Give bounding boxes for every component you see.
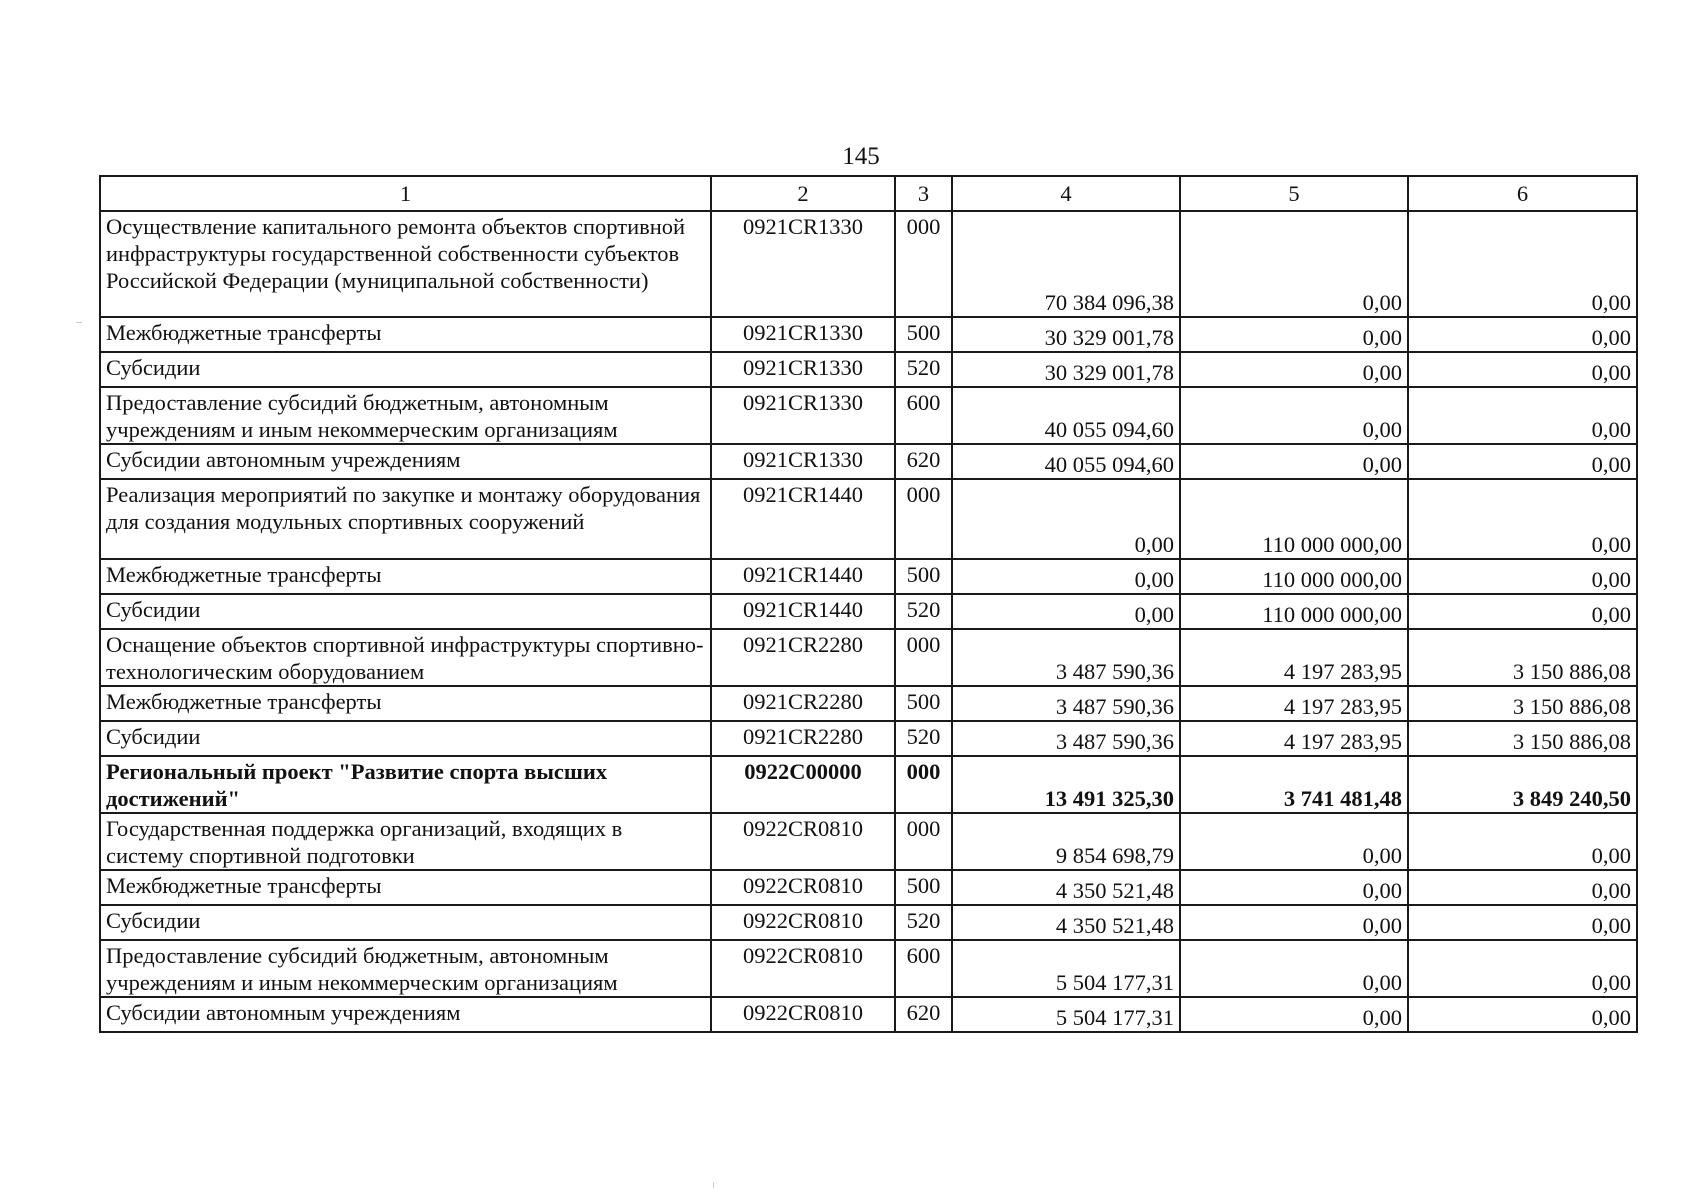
row-expense-type-cell: 600 xyxy=(895,940,952,997)
row-name-cell: Предоставление субсидий бюджетным, автономным учреждениям и иным некоммерческим организациям xyxy=(100,387,711,444)
header-col-3: 3 xyxy=(895,176,952,211)
row-value-col6-cell: 3 150 886,08 xyxy=(1408,686,1637,721)
row-value-col5-cell: 110 000 000,00 xyxy=(1180,559,1408,594)
header-col-2: 2 xyxy=(711,176,895,211)
table-row xyxy=(100,870,1637,905)
row-value-col5-cell: 4 197 283,95 xyxy=(1180,686,1408,721)
row-code-cell: 0922CR0810 xyxy=(711,997,895,1032)
row-value-col6-cell: 0,00 xyxy=(1408,444,1637,479)
row-expense-type-cell: 520 xyxy=(895,721,952,756)
row-value-col4-cell: 4 350 521,48 xyxy=(952,905,1180,940)
row-expense-type-cell: 620 xyxy=(895,444,952,479)
row-value-col6-cell: 3 150 886,08 xyxy=(1408,721,1637,756)
table-row xyxy=(100,479,1637,559)
row-code-cell: 0921CR1330 xyxy=(711,211,895,317)
row-value-col5-cell: 4 197 283,95 xyxy=(1180,629,1408,686)
page-number: 145 xyxy=(842,143,880,170)
row-code-cell: 0921CR2280 xyxy=(711,721,895,756)
row-expense-type-cell: 000 xyxy=(895,211,952,317)
row-code-cell: 0921CR2280 xyxy=(711,686,895,721)
row-value-col6-cell: 0,00 xyxy=(1408,317,1637,352)
row-name-cell: Реализация мероприятий по закупке и монтажу оборудования для создания модульных спортивных сооружений xyxy=(100,479,711,559)
row-value-col5-cell: 0,00 xyxy=(1180,211,1408,317)
row-code-cell: 0921CR1440 xyxy=(711,594,895,629)
table-row xyxy=(100,352,1637,387)
row-name-cell: Субсидии xyxy=(100,352,711,387)
row-value-col4-cell: 30 329 001,78 xyxy=(952,352,1180,387)
row-value-col5-cell: 0,00 xyxy=(1180,997,1408,1032)
table-row xyxy=(100,444,1637,479)
row-value-col5-cell: 110 000 000,00 xyxy=(1180,594,1408,629)
row-code-cell: 0922CR0810 xyxy=(711,940,895,997)
row-value-col5-cell: 4 197 283,95 xyxy=(1180,721,1408,756)
row-expense-type-cell: 000 xyxy=(895,629,952,686)
row-name-cell: Субсидии xyxy=(100,721,711,756)
row-value-col4-cell: 40 055 094,60 xyxy=(952,444,1180,479)
row-value-col4-cell: 3 487 590,36 xyxy=(952,629,1180,686)
row-value-col5-cell: 0,00 xyxy=(1180,870,1408,905)
table-body xyxy=(100,211,1637,1032)
row-code-cell: 0922CR0810 xyxy=(711,870,895,905)
row-code-cell: 0922C00000 xyxy=(711,756,895,813)
table-row xyxy=(100,756,1637,813)
table-row xyxy=(100,940,1637,997)
row-value-col6-cell: 0,00 xyxy=(1408,940,1637,997)
row-expense-type-cell: 500 xyxy=(895,870,952,905)
row-value-col4-cell: 70 384 096,38 xyxy=(952,211,1180,317)
row-value-col6-cell: 0,00 xyxy=(1408,559,1637,594)
row-expense-type-cell: 000 xyxy=(895,479,952,559)
row-expense-type-cell: 000 xyxy=(895,756,952,813)
row-expense-type-cell: 620 xyxy=(895,997,952,1032)
row-value-col4-cell: 5 504 177,31 xyxy=(952,997,1180,1032)
header-col-4: 4 xyxy=(952,176,1180,211)
row-value-col6-cell: 0,00 xyxy=(1408,813,1637,870)
table-row xyxy=(100,594,1637,629)
row-name-cell: Оснащение объектов спортивной инфраструктуры спортивно-технологическим оборудованием xyxy=(100,629,711,686)
row-value-col6-cell: 0,00 xyxy=(1408,387,1637,444)
row-expense-type-cell: 500 xyxy=(895,317,952,352)
row-code-cell: 0921CR1330 xyxy=(711,317,895,352)
header-row xyxy=(100,176,1637,211)
row-value-col6-cell: 0,00 xyxy=(1408,905,1637,940)
row-value-col4-cell: 30 329 001,78 xyxy=(952,317,1180,352)
row-expense-type-cell: 520 xyxy=(895,352,952,387)
row-value-col5-cell: 0,00 xyxy=(1180,813,1408,870)
row-value-col6-cell: 0,00 xyxy=(1408,211,1637,317)
row-value-col4-cell: 0,00 xyxy=(952,559,1180,594)
row-value-col5-cell: 110 000 000,00 xyxy=(1180,479,1408,559)
row-name-cell: Межбюджетные трансферты xyxy=(100,317,711,352)
row-expense-type-cell: 600 xyxy=(895,387,952,444)
row-value-col6-cell: 0,00 xyxy=(1408,870,1637,905)
header-col-6: 6 xyxy=(1408,176,1637,211)
row-code-cell: 0921CR1440 xyxy=(711,559,895,594)
row-value-col4-cell: 3 487 590,36 xyxy=(952,721,1180,756)
row-code-cell: 0922CR0810 xyxy=(711,905,895,940)
row-code-cell: 0922CR0810 xyxy=(711,813,895,870)
row-value-col4-cell: 13 491 325,30 xyxy=(952,756,1180,813)
row-value-col4-cell: 0,00 xyxy=(952,479,1180,559)
row-value-col4-cell: 9 854 698,79 xyxy=(952,813,1180,870)
row-value-col5-cell: 0,00 xyxy=(1180,905,1408,940)
row-value-col4-cell: 0,00 xyxy=(952,594,1180,629)
row-name-cell: Государственная поддержка организаций, входящих в систему спортивной подготовки xyxy=(100,813,711,870)
table-row xyxy=(100,387,1637,444)
table-row xyxy=(100,559,1637,594)
budget-table xyxy=(99,175,1638,1033)
row-value-col6-cell: 0,00 xyxy=(1408,352,1637,387)
row-code-cell: 0921CR1330 xyxy=(711,444,895,479)
header-col-5: 5 xyxy=(1180,176,1408,211)
row-value-col6-cell: 0,00 xyxy=(1408,594,1637,629)
row-name-cell: Межбюджетные трансферты xyxy=(100,686,711,721)
row-value-col5-cell: 0,00 xyxy=(1180,940,1408,997)
row-expense-type-cell: 000 xyxy=(895,813,952,870)
row-value-col4-cell: 4 350 521,48 xyxy=(952,870,1180,905)
row-expense-type-cell: 520 xyxy=(895,905,952,940)
row-value-col5-cell: 0,00 xyxy=(1180,317,1408,352)
row-value-col4-cell: 3 487 590,36 xyxy=(952,686,1180,721)
table-row xyxy=(100,905,1637,940)
row-expense-type-cell: 520 xyxy=(895,594,952,629)
scan-speck xyxy=(76,322,82,323)
row-code-cell: 0921CR1330 xyxy=(711,387,895,444)
table-row xyxy=(100,317,1637,352)
table-row xyxy=(100,211,1637,317)
row-name-cell: Субсидии xyxy=(100,905,711,940)
row-code-cell: 0921CR1440 xyxy=(711,479,895,559)
row-code-cell: 0921CR1330 xyxy=(711,352,895,387)
row-code-cell: 0921CR2280 xyxy=(711,629,895,686)
row-value-col6-cell: 3 849 240,50 xyxy=(1408,756,1637,813)
row-value-col4-cell: 5 504 177,31 xyxy=(952,940,1180,997)
table-row xyxy=(100,686,1637,721)
table-row xyxy=(100,721,1637,756)
row-name-cell: Субсидии xyxy=(100,594,711,629)
table-row xyxy=(100,813,1637,870)
row-name-cell: Субсидии автономным учреждениям xyxy=(100,997,711,1032)
row-value-col5-cell: 0,00 xyxy=(1180,444,1408,479)
row-name-cell: Межбюджетные трансферты xyxy=(100,559,711,594)
table-header xyxy=(100,176,1637,211)
row-value-col6-cell: 0,00 xyxy=(1408,997,1637,1032)
row-value-col6-cell: 3 150 886,08 xyxy=(1408,629,1637,686)
row-value-col5-cell: 0,00 xyxy=(1180,387,1408,444)
row-name-cell: Предоставление субсидий бюджетным, автономным учреждениям и иным некоммерческим организациям xyxy=(100,940,711,997)
row-value-col5-cell: 3 741 481,48 xyxy=(1180,756,1408,813)
header-col-1: 1 xyxy=(100,176,711,211)
row-expense-type-cell: 500 xyxy=(895,559,952,594)
row-name-cell: Осуществление капитального ремонта объектов спортивной инфраструктуры государственной собственности субъектов Российской Федерации (муниципальной собственности) xyxy=(100,211,711,317)
table-row xyxy=(100,629,1637,686)
row-expense-type-cell: 500 xyxy=(895,686,952,721)
table-row xyxy=(100,997,1637,1032)
scan-speck xyxy=(713,1182,714,1188)
row-value-col6-cell: 0,00 xyxy=(1408,479,1637,559)
row-name-cell: Региональный проект "Развитие спорта высших достижений" xyxy=(100,756,711,813)
row-name-cell: Субсидии автономным учреждениям xyxy=(100,444,711,479)
row-name-cell: Межбюджетные трансферты xyxy=(100,870,711,905)
row-value-col5-cell: 0,00 xyxy=(1180,352,1408,387)
row-value-col4-cell: 40 055 094,60 xyxy=(952,387,1180,444)
